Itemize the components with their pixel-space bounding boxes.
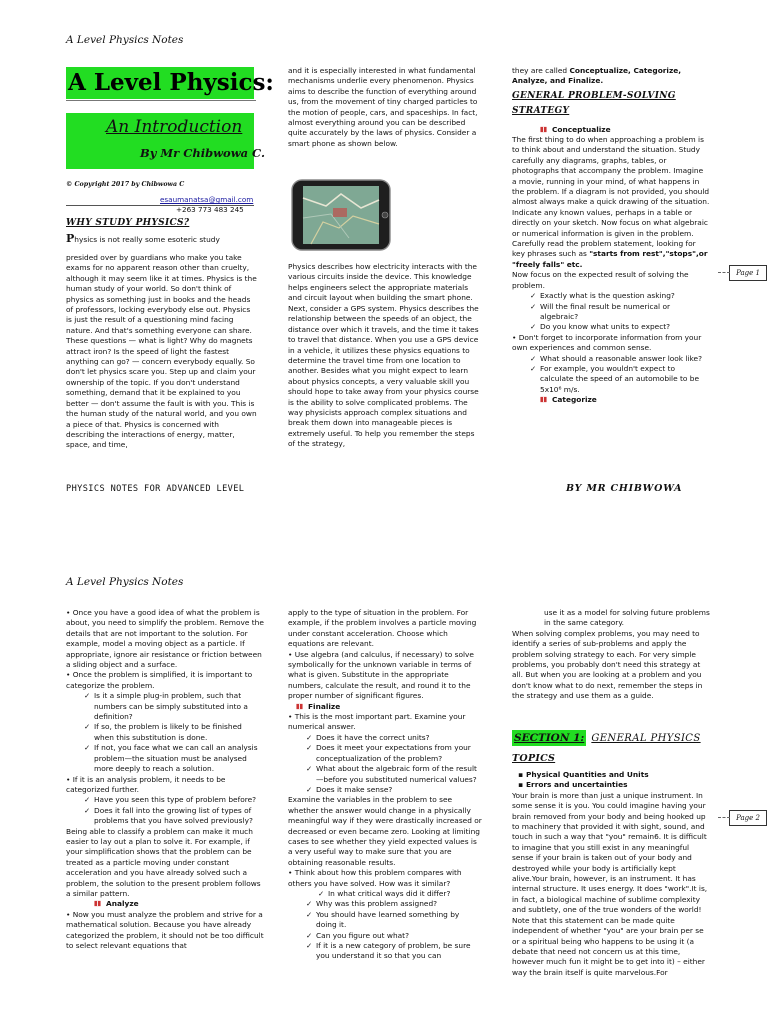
p2-col2 — [288, 608, 482, 962]
finalize-label: Finalize — [308, 701, 341, 711]
check-item: ✓ For example, you wouldn't expect to calculate the speed of an automobile to be 5x10⁶ m/s. — [512, 364, 710, 395]
col3-top — [512, 66, 710, 87]
page-tag: Page 2 — [729, 810, 767, 826]
col2-p2: Physics describes how electricity interacts with the various circuits inside the device. This knowledge helps engineers select the appropriate materials and circuit layout when building the smart phone. — [288, 262, 477, 303]
col3-p1 — [512, 135, 710, 406]
categorize-heading — [512, 395, 710, 405]
col3-p1: When solving complex problems, you may need to identify a series of sub-problems and apply the problem solving strategy to each. For very simple problems, you probably don't need this strategy at all. But when you are looking at a problem and you don't know what to do next, remember the steps in the strategy and use them as a guide. — [512, 628, 703, 701]
col3-p1-text: The first thing to do when approaching a problem is to think about and understand the situation. Study carefully any diagrams, graphs, tables, or photographs that accompany the problem. Imagine a movie, running in your mind, of what happens in the problem. If a diagram is not provided, you should almost always make a quick drawing of the situation. Indicate any known values, perhaps in a table or directly on your sketch. Now focus on what algebraic or numerical information is given in the problem. Carefully read the problem statement, looking for key phrases such as — [512, 135, 710, 259]
col1-body: presided over by guardians who make you take exams for no apparent reason other than cruelty, although it may seem like it at times. Physics is the human study of your world. So don't think of physics as something just in books and the heads of professors, locking everybody else out. Physics is just the result of a questioning mind facing nature. And that's something everyone can share. These questions — what is light? Why do magnets attract iron? Is the speed of light the fastest anything can go? — concern everybody equally. So don't let physics scare you. Step up and claim your ownership of the topic. If you don't understand something, demand that it be explained to you better — don't assume the fault is with you. This is the human study of the natural world, and you own a piece of that. Physics is concerned with describing the interactions of energy, matter, space, and time, — [66, 253, 257, 450]
book-icon — [540, 396, 547, 403]
check-item: ✓ Why was this problem assigned? — [288, 899, 482, 909]
col2-p1: apply to the type of situation in the problem. For example, if the problem involves a particle moving under constant acceleration. Choose which equations are relevant. — [288, 608, 477, 649]
conceptualize-heading — [512, 125, 750, 135]
check-item: ✓ If so, the problem is likely to be finished when this substitution is done. — [66, 722, 264, 743]
col1-p5: • Now you must analyze the problem and strive for a mathematical solution. Because you have already categorized the problem, it should not be too difficult to select relevant equations that — [66, 909, 264, 950]
p2-col3 — [512, 608, 710, 702]
section-heading — [512, 726, 712, 745]
section-title: GENERAL PHYSICS — [591, 733, 701, 744]
email-link[interactable]: esaumanatsa@gmail.com — [160, 195, 254, 204]
page-2 — [0, 570, 768, 1024]
footer-left: PHYSICS NOTES FOR ADVANCED LEVEL — [66, 484, 245, 494]
col1-p4: Being able to classify a problem can make it much easier to lay out a plan to solve it. For example, if your simplification shows that the problem can be treated as a particle moving under constant acceleration and you have already solved such a problem, the solution to the present problem follows a similar pattern. — [66, 826, 261, 898]
check-item: ✓ Do you know what units to expect? — [512, 322, 710, 332]
book-icon — [296, 703, 303, 710]
col3-top-a: they are called — [512, 66, 570, 75]
strategy-steps: Conceptualize, Categorize, Analyze, and Finalize. — [512, 66, 682, 86]
check-item: ✓ You should have learned something by doing it. — [288, 910, 482, 931]
smartphone-illustration — [291, 178, 391, 255]
p2-col1 — [66, 608, 264, 951]
byline: By Mr Chibwowa C. — [140, 146, 266, 160]
footer-right: BY MR CHIBWOWA — [566, 483, 683, 494]
check-item: ✓ Does it fall into the growing list of types of problems that you have solved previously? — [66, 806, 264, 827]
conceptualize-label: Conceptualize — [552, 125, 611, 134]
check-item: ✓ Does it meet your expectations from your conceptualization of the problem? — [288, 743, 482, 764]
check-item: ✓ In what critical ways did it differ? — [288, 889, 482, 899]
col3-p1-keyphrases: "starts from rest","stops",or "freely falls" etc. — [512, 249, 708, 269]
col1-p3: • If it is an analysis problem, it needs to be categorized further. — [66, 774, 226, 794]
check-item: ✓ If it is a new category of problem, be sure you understand it so that you can — [288, 941, 482, 962]
drop-letter: P — [66, 232, 75, 245]
check-item: ✓ What should a reasonable answer look like? — [512, 354, 710, 364]
check-item: ✓ Does it make sense? — [288, 785, 482, 795]
subtitle: An Introduction — [106, 117, 243, 137]
analyze-label: Analyze — [106, 899, 139, 909]
col2-p4: Examine the variables in the problem to see whether the answer would change in a physically meaningful way if they were drastically increased or decreased or even became zero. Looking at limiting cases to see whether they yield expected values is a very useful way to make sure that you are obtaining reasonable results. — [288, 795, 482, 867]
check-item: ✓ Exactly what is the question asking? — [512, 291, 710, 301]
page-title: A Level Physics: — [68, 69, 274, 96]
check-item: ✓ Is it a simple plug-in problem, such that numbers can be simply substituted into a definition? — [66, 691, 264, 722]
check-item: ✓ If not, you face what we can call an analysis problem—the situation must be analysed more deeply to reach a solution. — [66, 743, 264, 774]
col2-p2: • Use algebra (and calculus, if necessary) to solve symbolically for the unknown variable in terms of what is given. Substitute in the appropriate numbers, calculate the result, and round it to the proper number of significant figures. — [288, 649, 474, 701]
section-label: SECTION 1: — [514, 732, 585, 744]
book-icon — [94, 900, 101, 907]
col3-p3: • Don't forget to incorporate information from your own experiences and common sense. — [512, 332, 702, 353]
col3-p2: Your brain is more than just a unique instrument. In some sense it is you. You could imagine having your brain removed from your body and being hooked up to machinery that provided it with sight, sound, and touch in such a way that "you" remain6. It is difficult to imagine that you still exist in any meaningful sense if your brain is taken out of your body and destroyed while your body is artificially kept alive.Your brain, however, is an instrument. It has internal structure. It uses energy. It does "work".It is, in fact, a biological machine of sublime complexity and subtlety, one of the true wonders of the world! Note that this statement can be made quite independent of whether "you" are your brain per se or a spiritual being who happens to be using it (a debate that need not concern us at this time, however much fun it might be to get into it) – either way the brain itself is quite marvelous.For — [512, 790, 708, 977]
col2-top: and it is especially interested in what fundamental mechanisms underlie every phenomenon. Physics aims to describe the function of everything around us, from the movement of tiny charged particles to the motion of people, cars, and spaceships. In fact, almost everything around you can be described quite accurately by the laws of physics. Consider a smart phone as shown below. — [288, 66, 478, 148]
topic-item: ▪ Physical Quantities and Units — [512, 770, 710, 780]
analyze-heading — [66, 899, 264, 909]
strategy-heading: GENERAL PROBLEM-SOLVING STRATEGY — [512, 91, 676, 116]
categorize-label: Categorize — [552, 395, 597, 405]
col2-p3: • This is the most important part. Examine your numerical answer. — [288, 712, 466, 732]
col3-p0: use it as a model for solving future problems in the same category. — [544, 608, 710, 628]
col1-first-line — [66, 234, 258, 245]
col1-first-rest: hysics is not really some esoteric study — [74, 235, 220, 244]
phone: +263 773 483 245 — [176, 205, 244, 214]
why-study-heading: WHY STUDY PHYSICS? — [66, 218, 190, 228]
check-item: ✓ Have you seen this type of problem before? — [66, 795, 264, 805]
check-item: ✓ Does it have the correct units? — [288, 733, 482, 743]
finalize-heading — [288, 702, 482, 712]
p2-col3-lower — [512, 770, 710, 978]
check-item: ✓ What about the algebraic form of the result—before you substituted numerical values? — [288, 764, 482, 785]
col2-p5: • Think about how this problem compares with others you have solved. How was it similar? — [288, 868, 462, 888]
page-tag: Page 1 — [729, 265, 767, 281]
check-item: ✓ Can you figure out what? — [288, 931, 482, 941]
col3-p2: Now focus on the expected result of solving the problem. — [512, 270, 689, 290]
running-header: A Level Physics Notes — [66, 576, 184, 588]
col2-p3: Next, consider a GPS system. Physics describes the relationship between the speeds of an object, the distance over which it travels, and the time it takes to travel that distance. When you use a GPS device in a vehicle, it utilizes these physics equations to determine the travel time from one location to another. Besides what you might expect to learn about physics concepts, a very valuable skill you should hope to take away from your physics course is the ability to solve complicated problems. The way physicists approach complex situations and break them down into manageable pieces is extremely useful. To help you remember the steps of the strategy, — [288, 304, 479, 449]
book-icon — [540, 126, 547, 133]
title-rule — [66, 100, 256, 101]
col1-p2: • Once the problem is simplified, it is important to categorize the problem. — [66, 670, 253, 690]
phone-image — [291, 178, 391, 255]
check-item: ✓ Will the final result be numerical or algebraic? — [512, 302, 710, 323]
col1-p1: • Once you have a good idea of what the problem is about, you need to simplify the problem. Remove the details that are not important to the solution. For example, model a moving object as a particle. If appropriate, ignore air resistance or friction between a sliding object and a surface. — [66, 608, 264, 670]
page-1 — [0, 0, 768, 510]
running-header: A Level Physics Notes — [66, 34, 184, 46]
topics-heading: TOPICS — [512, 753, 556, 764]
topic-item: ▪ Errors and uncertainties — [512, 780, 710, 790]
copyright: © Copyright 2017 by Chibwowa C — [66, 181, 185, 188]
